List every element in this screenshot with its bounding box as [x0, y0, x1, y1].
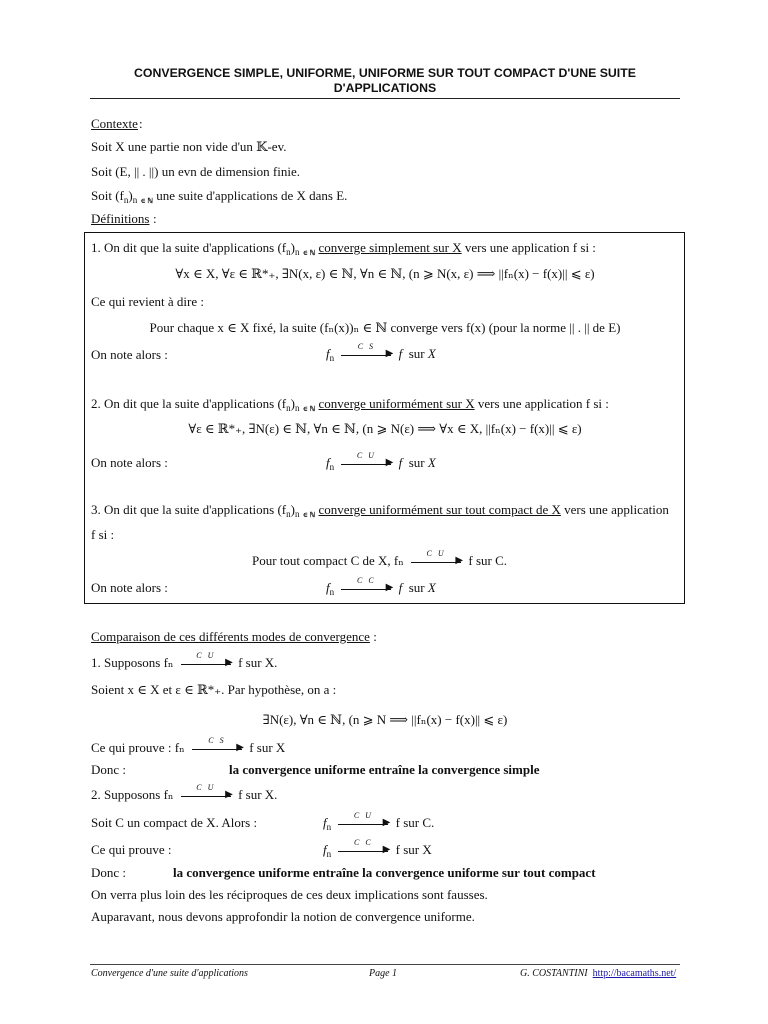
def1-rephrase: Ce qui revient à dire :	[91, 294, 204, 309]
donc-label-1: Donc :	[91, 762, 127, 777]
footer-left: Convergence d'une suite d'applications	[91, 968, 248, 979]
final-line-2: Auparavant, nous devons approfondir la notion de convergence uniforme.	[91, 909, 475, 924]
comparison-heading: Comparaison de ces différents modes de convergence :	[91, 629, 377, 644]
cu-arrow-icon: C U ▶	[181, 796, 231, 797]
definitions-colon: :	[153, 211, 157, 226]
comparison-p2-proves: Ce qui prouve :	[91, 842, 172, 857]
cc-arrow-icon: C C ▶	[338, 851, 388, 852]
comparison-p2-soit: Soit C un compact de X. Alors :	[91, 815, 258, 830]
footer-link[interactable]: http://bacamaths.net/	[592, 968, 677, 979]
context-line-1: Soit X une partie non vide d'un 𝕂-ev.	[91, 139, 287, 154]
cu-arrow-icon: C U ▶	[341, 464, 391, 465]
conclusion-1: la convergence uniforme entraîne la convergence simple	[229, 762, 540, 777]
cs-arrow-icon: C S ▶	[192, 749, 242, 750]
footer-author: G. COSTANTINI http://bacamaths.net/	[520, 968, 677, 979]
def3-intro: 3. On dit que la suite d'applications $(f_n)_n$ $_{\in ℕ}$ converge uniformément sur tout compact de X vers une application	[91, 502, 669, 519]
cc-arrow-icon: C C ▶	[341, 589, 391, 590]
definitions-heading: Définitions	[91, 211, 150, 226]
comparison-p1-proves: Ce qui prouve : fₙ C S ▶ f sur X	[91, 735, 286, 755]
comparison-p1: 1. Supposons fₙ C U ▶ f sur X.	[91, 650, 278, 670]
def3-tail: f si :	[91, 527, 115, 542]
def3-note: On note alors :	[91, 580, 168, 595]
cu-arrow-icon: C U ▶	[338, 824, 388, 825]
footer-page: Page 1	[369, 968, 398, 979]
donc-label-2: Donc :	[91, 865, 127, 880]
def1-intro: 1. On dit que la suite d'applications $(f_n)_n$ $_{\in ℕ}$ converge simplement sur X vers une application f si :	[91, 240, 596, 257]
comparison-p1-formula: ∃N(ε), ∀n ∈ ℕ, (n ⩾ N ⟹ ||fₙ(x) − f(x)|| ⩽ ε)	[262, 712, 508, 727]
def2-note: On note alors :	[91, 455, 168, 470]
def1-notation: $f_n$ C S ▶ f sur X	[326, 341, 436, 363]
comparison-p2-proves-notation: $f_n$ C C ▶ f sur X	[323, 837, 432, 859]
def3-formula: Pour tout compact C de X, fₙ C U ▶ f sur C.	[252, 548, 507, 568]
page-title: CONVERGENCE SIMPLE, UNIFORME, UNIFORME SUR TOUT COMPACT D'UNE SUITE D'APPLICATIONS	[134, 66, 636, 95]
footer-rule	[90, 964, 680, 965]
conclusion-2: la convergence uniforme entraîne la convergence uniforme sur tout compact	[173, 865, 596, 880]
definitions-box	[84, 232, 685, 604]
final-line-1: On verra plus loin des les réciproques de ces deux implications sont fausses.	[91, 887, 488, 902]
def3-notation: $f_n$ C C ▶ f sur X	[326, 575, 436, 597]
def2-notation: $f_n$ C U ▶ f sur X	[326, 450, 436, 472]
cu-arrow-icon: C U ▶	[181, 664, 231, 665]
context-heading-colon: :	[139, 116, 143, 131]
comparison-p1-soient: Soient x ∈ X et ε ∈ ℝ*₊. Par hypothèse, on a :	[91, 682, 337, 697]
def2-formula: ∀ε ∈ ℝ*₊, ∃N(ε) ∈ ℕ, ∀n ∈ ℕ, (n ⩾ N(ε) ⟹ ∀x ∈ X, ||fₙ(x) − f(x)|| ⩽ ε)	[188, 421, 582, 436]
comparison-p2-soit-notation: $f_n$ C U ▶ f sur C.	[323, 810, 435, 832]
def1-note: On note alors :	[91, 347, 168, 362]
def2-intro: 2. On dit que la suite d'applications $(f_n)_n$ $_{\in ℕ}$ converge uniformément sur X vers une application f si :	[91, 396, 609, 413]
def1-rephrase-text: Pour chaque x ∈ X fixé, la suite (fₙ(x))ₙ ∈ ℕ converge vers f(x) (pour la norme || . || de E)	[149, 320, 621, 335]
def1-formula: ∀x ∈ X, ∀ε ∈ ℝ*₊, ∃N(x, ε) ∈ ℕ, ∀n ∈ ℕ, (n ⩾ N(x, ε) ⟹ ||fₙ(x) − f(x)|| ⩽ ε)	[175, 266, 595, 281]
title-rule	[90, 98, 680, 99]
comparison-p2: 2. Supposons fₙ C U ▶ f sur X.	[91, 782, 278, 802]
context-line-2: Soit (E, || . ||) un evn de dimension finie.	[91, 164, 300, 179]
cs-arrow-icon: C S ▶	[341, 355, 391, 356]
context-line-3: Soit $(f_n)_n$ $_{\in ℕ}$ une suite d'applications de X dans E.	[91, 188, 348, 205]
context-heading: Contexte	[91, 116, 138, 131]
cu-arrow-icon: C U ▶	[411, 562, 461, 563]
